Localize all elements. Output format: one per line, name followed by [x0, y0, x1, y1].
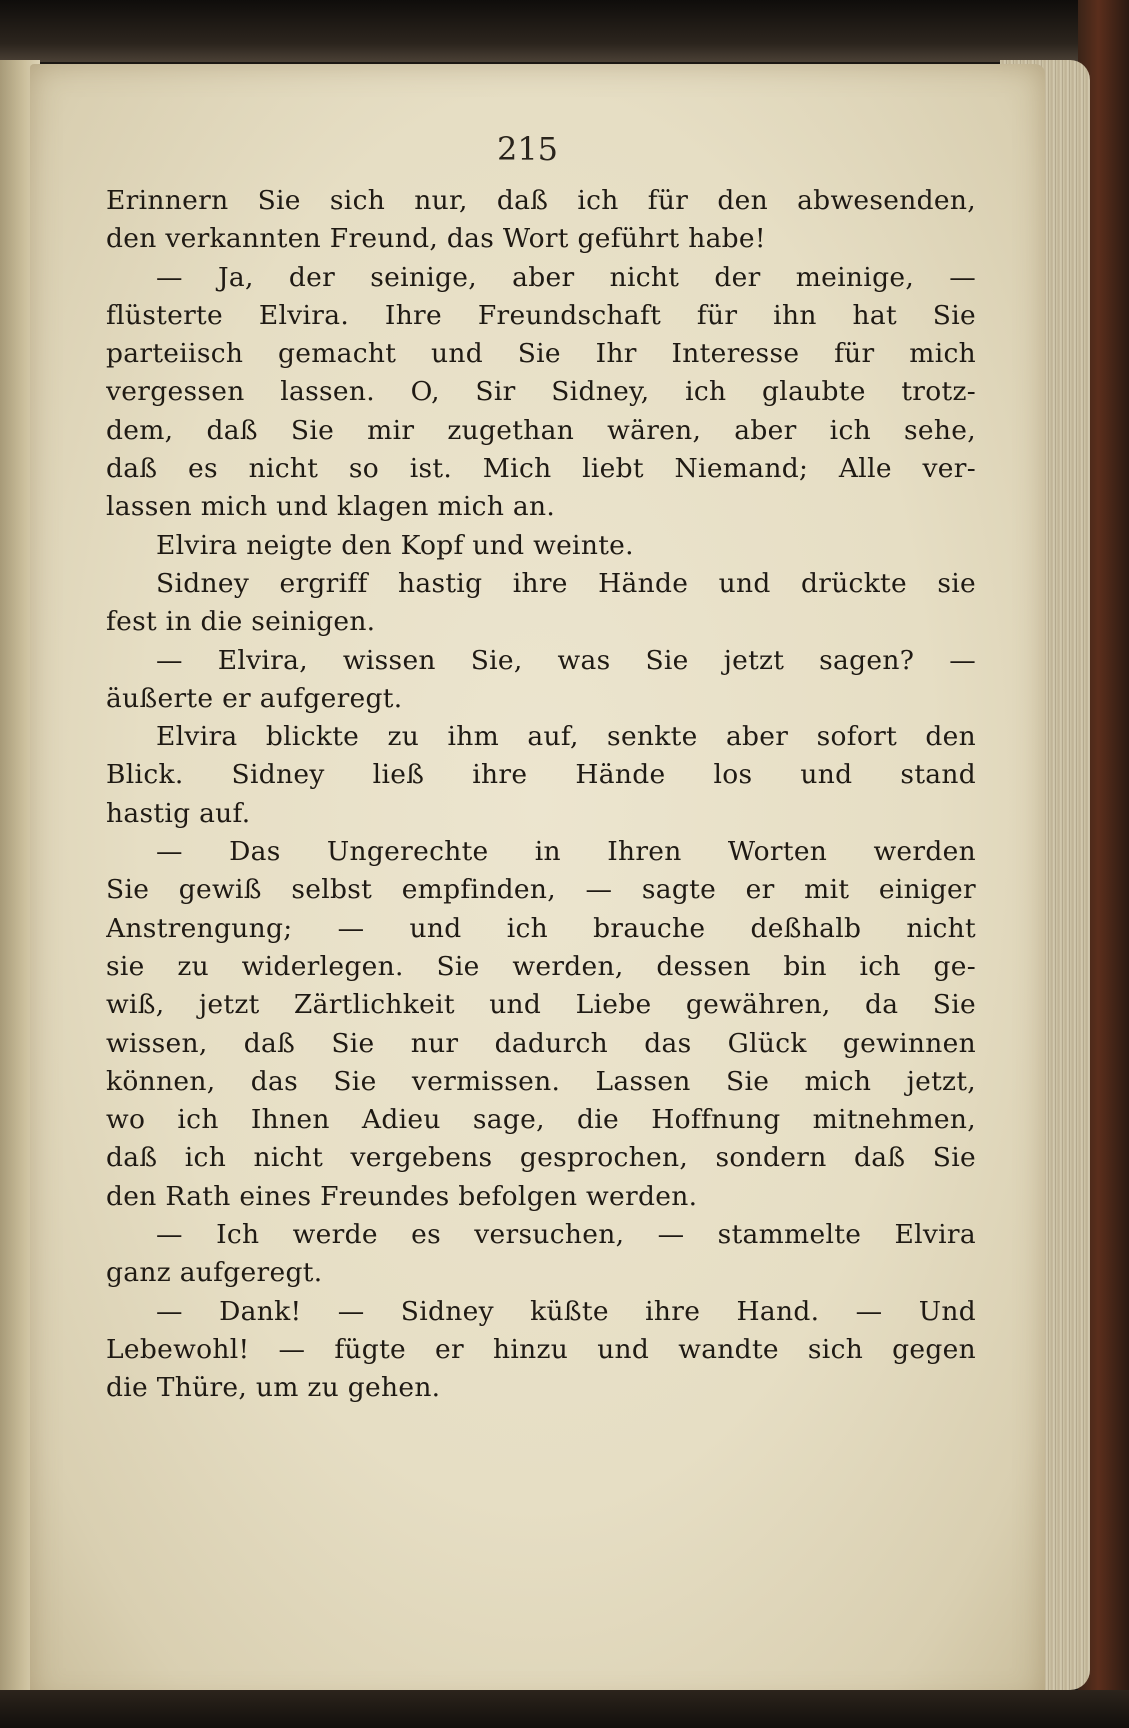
text-line: den Rath eines Freundes befolgen werden. — [106, 1180, 698, 1212]
text-line: dem, daß Sie mir zugethan wären, aber ich sehe, — [106, 414, 976, 446]
text-line: wo ich Ihnen Adieu sage, die Hoffnung mitnehmen, — [106, 1104, 976, 1136]
page-number: 215 — [496, 130, 559, 168]
text-line: sie zu widerlegen. Sie werden, dessen bin ich ge- — [106, 950, 976, 982]
text-line: Lebewohl! — fügte er hinzu und wandte sich gegen — [106, 1333, 976, 1365]
text-line: den verkannten Freund, das Wort geführt habe! — [106, 223, 766, 255]
text-line: wiß, jetzt Zärtlichkeit und Liebe gewähren, da Sie — [106, 989, 976, 1021]
text-line: fest in die seinigen. — [106, 606, 376, 638]
book-page — [30, 64, 1045, 1704]
body-text — [106, 182, 976, 1408]
text-line: parteiisch gemacht und Sie Ihr Interesse für mich — [106, 338, 976, 370]
text-line: — Das Ungerechte in Ihren Worten werden — [156, 836, 976, 868]
bottom-shadow — [0, 1690, 1129, 1728]
text-line: Elvira blickte zu ihm auf, senkte aber sofort den — [156, 721, 976, 753]
text-line: Elvira neigte den Kopf und weinte. — [156, 529, 634, 561]
text-line: daß es nicht so ist. Mich liebt Niemand; Alle ver- — [106, 453, 976, 485]
text-line: vergessen lassen. O, Sir Sidney, ich glaubte trotz- — [106, 376, 976, 408]
text-line: daß ich nicht vergebens gesprochen, sondern daß Sie — [106, 1142, 976, 1174]
text-line: Erinnern Sie sich nur, daß ich für den abwesenden, — [106, 185, 976, 216]
text-line: wissen, daß Sie nur dadurch das Glück gewinnen — [106, 1027, 976, 1059]
text-line: Blick. Sidney ließ ihre Hände los und stand — [106, 759, 976, 791]
text-line: äußerte er aufgeregt. — [106, 682, 403, 714]
text-line: — Elvira, wissen Sie, was Sie jetzt sagen? — — [156, 644, 976, 676]
text-line: Sidney ergriff hastig ihre Hände und drückte sie — [156, 567, 976, 599]
text-line: die Thüre, um zu gehen. — [106, 1372, 441, 1404]
book-cover-top — [0, 0, 1129, 62]
text-line: können, das Sie vermissen. Lassen Sie mich jetzt, — [106, 1065, 976, 1097]
text-line: Sie gewiß selbst empfinden, — sagte er mit einiger — [106, 874, 976, 906]
text-line: Anstrengung; — und ich brauche deßhalb nicht — [106, 912, 976, 944]
text-line: hastig auf. — [106, 797, 251, 829]
text-line: ganz aufgeregt. — [106, 1257, 323, 1289]
text-line: — Ja, der seinige, aber nicht der meinige, — — [156, 261, 976, 293]
text-line: flüsterte Elvira. Ihre Freundschaft für ihn hat Sie — [106, 299, 976, 331]
text-line: lassen mich und klagen mich an. — [106, 491, 556, 523]
text-line: — Ich werde es versuchen, — stammelte Elvira — [156, 1219, 976, 1251]
text-line: — Dank! — Sidney küßte ihre Hand. — Und — [156, 1295, 976, 1327]
